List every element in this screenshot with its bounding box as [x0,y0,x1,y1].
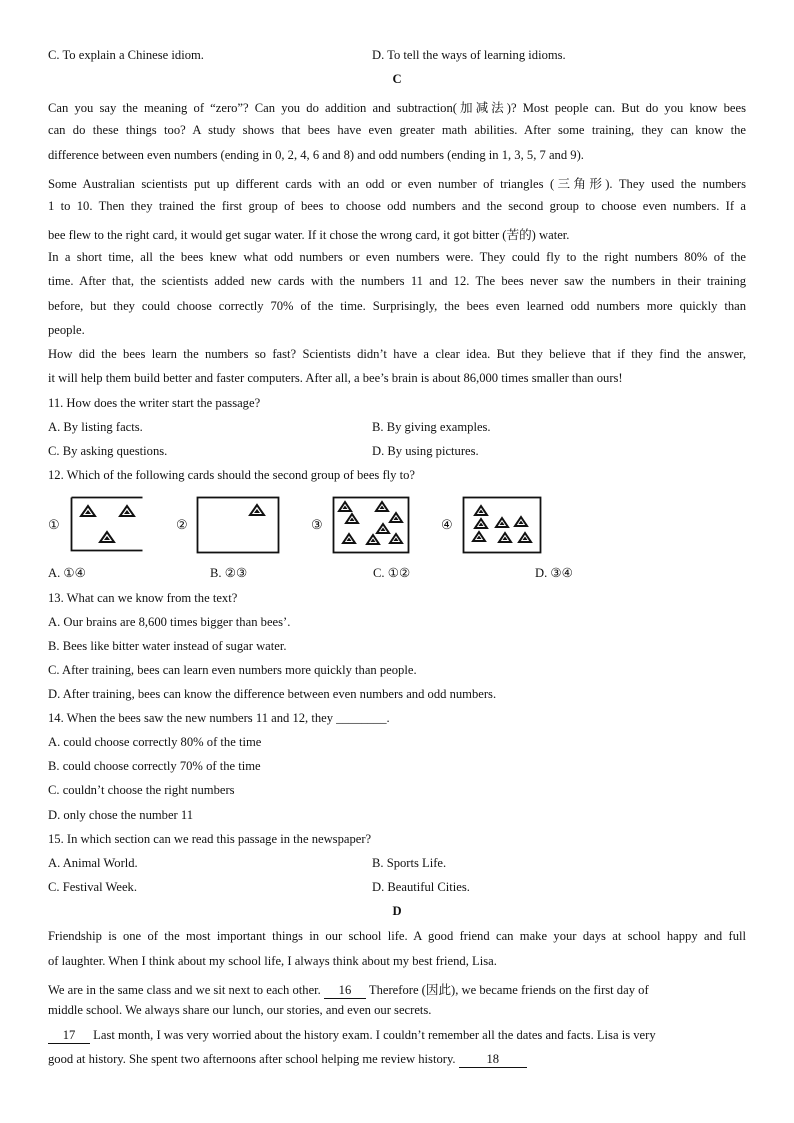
passage-d-line: middle school. We always share our lunch, our stories, and even our secrets. [48,1003,432,1017]
passage-c-line: people. [48,323,85,337]
question-15-stem: 15. In which section can we read this passage in the newspaper? [48,832,372,846]
q14-option-b[interactable]: B. could choose correctly 70% of the time [48,759,261,773]
triangle-icon [499,533,511,542]
passage-d-line [48,1052,527,1068]
q15-option-b[interactable]: B. Sports Life. [372,856,447,870]
triangle-icon [376,502,388,511]
q14-option-d[interactable]: D. only chose the number 11 [48,808,194,822]
triangle-icon [515,517,527,526]
q13-option-d[interactable]: D. After training, bees can know the difference between even numbers and odd numbers. [48,687,497,701]
q12-option-b[interactable]: B. ②③ [210,566,248,580]
triangle-icon [390,513,402,522]
q11-option-c[interactable]: C. By asking questions. [48,444,168,458]
section-d-heading: D [392,904,402,918]
passage-c-line: Can you say the meaning of “zero”? Can you do addition and subtraction(加减法)? Most people can. But do you know bees [48,101,746,115]
triangle-icon [390,534,402,543]
q15-option-d[interactable]: D. Beautiful Cities. [372,880,470,894]
section-c-heading: C [392,72,402,86]
passage-c-line: before, but they could choose correctly 70% of the time. Surprisingly, the bees even learned odd numbers more quickly than [48,299,746,313]
triangle-icon [473,532,485,541]
passage-c-line: 1 to 10. Then they trained the first group of bees to choose odd numbers and the second group to choose even numbers. If a [48,199,746,213]
passage-d-text: We are in the same class and we sit next to each other. [48,983,321,997]
card-2-label: ② [176,517,188,532]
prev-option-d: D. To tell the ways of learning idioms. [372,48,566,62]
passage-c-line: time. After that, the scientists added new cards with the numbers 11 and 12. The bees never saw the numbers in their training [48,274,746,288]
card-1 [70,496,144,552]
passage-d-line: Friendship is one of the most important things in our school life. A good friend can make your days at school happy and full [48,929,746,943]
triangle-icon [475,519,487,528]
q14-option-a[interactable]: A. could choose correctly 80% of the time [48,735,262,749]
triangle-cards [48,492,748,556]
passage-d-text: good at history. She spent two afternoons after school helping me review history. [48,1052,456,1066]
q11-option-d[interactable]: D. By using pictures. [372,444,479,458]
triangle-icon [367,535,379,544]
card-3-label: ③ [311,517,323,532]
card-3-drawing [332,496,410,554]
triangle-icon [81,506,95,516]
passage-c-line: difference between even numbers (ending in 0, 2, 4, 6 and 8) and odd numbers (ending in 1, 3, 5, 7 and 9). [48,148,584,162]
q12-option-a[interactable]: A. ①④ [48,566,86,580]
card-4-label: ④ [441,517,453,532]
question-13-stem: 13. What can we know from the text? [48,591,238,605]
card-2-drawing [196,496,280,554]
q13-option-a[interactable]: A. Our brains are 8,600 times bigger than bees’. [48,615,291,629]
triangle-icon [120,506,134,516]
triangle-icon [496,518,508,527]
question-11-stem: 11. How does the writer start the passage? [48,396,261,410]
card-2 [196,496,280,554]
blank-18[interactable]: 18 [459,1052,527,1068]
card-3 [332,496,410,554]
card-1-drawing [70,496,144,552]
q14-option-c[interactable]: C. couldn’t choose the right numbers [48,783,235,797]
passage-c-line: bee flew to the right card, it would get sugar water. If it chose the wrong card, it got bitter (苦的) water. [48,228,570,242]
q13-option-c[interactable]: C. After training, bees can learn even numbers more quickly than people. [48,663,417,677]
card-4-drawing [462,496,542,554]
passage-d-text: Last month, I was very worried about the history exam. I couldn’t remember all the dates and facts. Lisa is very [93,1028,656,1042]
q13-option-b[interactable]: B. Bees like bitter water instead of sugar water. [48,639,287,653]
card-4 [462,496,542,554]
triangle-icon [346,514,358,523]
passage-c-line: can do these things too? A study shows that bees have even greater math abilities. After some training, they can know the [48,123,746,137]
q12-option-d[interactable]: D. ③④ [535,566,573,580]
q11-option-b[interactable]: B. By giving examples. [372,420,491,434]
q12-option-c[interactable]: C. ①② [373,566,411,580]
passage-d-line [48,1028,746,1044]
passage-c-line: it will help them build better and faster computers. After all, a bee’s brain is about 86,000 times smaller than ours! [48,371,623,385]
passage-c-line: How did the bees learn the numbers so fast? Scientists didn’t have a clear idea. But they believe that if they find the answer, [48,347,746,361]
triangle-icon [339,502,351,511]
triangle-icon [343,534,355,543]
triangle-icon [377,524,389,533]
passage-d-line: of laughter. When I think about my school life, I always think about my best friend, Lisa. [48,954,497,968]
blank-17[interactable]: 17 [48,1028,90,1044]
blank-16[interactable]: 16 [324,983,366,999]
prev-option-c: C. To explain a Chinese idiom. [48,48,204,62]
q15-option-c[interactable]: C. Festival Week. [48,880,137,894]
passage-d-line [48,979,746,999]
triangle-icon [250,505,264,515]
q11-option-a[interactable]: A. By listing facts. [48,420,143,434]
triangle-icon [475,506,487,515]
card-1-label: ① [48,517,60,532]
q15-option-a[interactable]: A. Animal World. [48,856,138,870]
triangle-icon [519,533,531,542]
question-12-stem: 12. Which of the following cards should the second group of bees fly to? [48,468,416,482]
triangle-icon [100,532,114,542]
passage-c-line: Some Australian scientists put up different cards with an odd or even number of triangles (三角形). They used the numbers [48,177,746,191]
passage-d-text: Therefore (因此), we became friends on the first day of [368,983,649,997]
question-14-stem: 14. When the bees saw the new numbers 11 and 12, they ________. [48,711,390,725]
passage-c-line: In a short time, all the bees knew what odd numbers or even numbers were. They could fly to the right numbers 80% of the [48,250,746,264]
